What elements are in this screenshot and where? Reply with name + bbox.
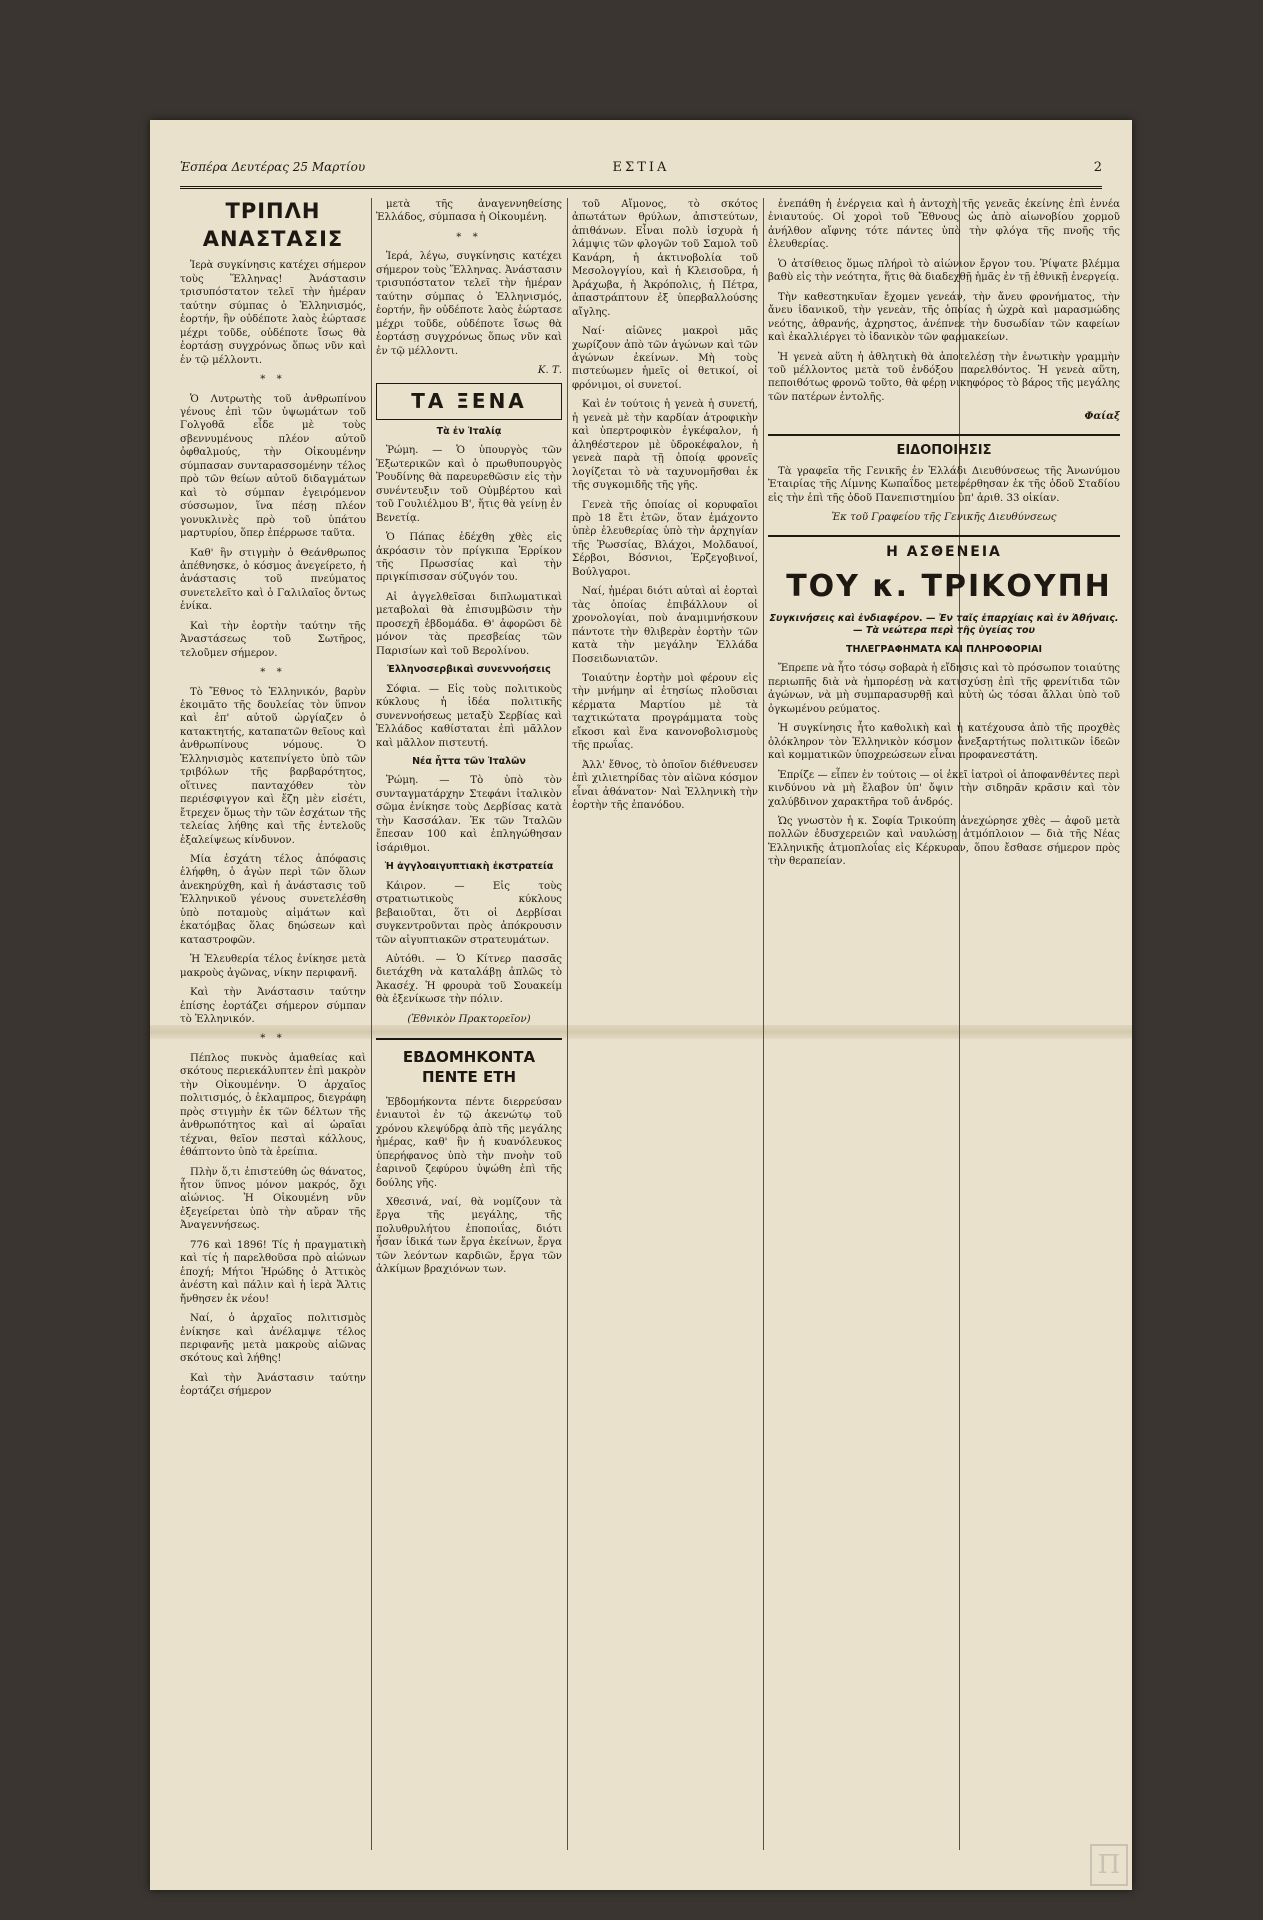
section-foreign-news: ΤΑ ΞΕΝΑ — [376, 383, 562, 419]
paragraph: Ναί· αἰῶνες μακροὶ μᾶς χωρίζουν ἀπὸ τῶν ἀγώνων καὶ τῶν ἀγώνων ἐκείνων. Μὴ τοὺς πιστεύωμεν ἡμεῖς οἱ θετικοί, οἱ φρόνιμοι, οἱ συνετοί. — [572, 326, 758, 391]
paragraph: Καθ' ἣν στιγμὴν ὁ Θεάνθρωπος ἀπέθνησκε, ὁ κόσμος ἀνεγείρετο, ἡ ἀνάστασις τοῦ πνεύματος συνετελεῖτο καὶ ὁ Γαλιλαῖος ὄντως ἐνίκα. — [180, 547, 366, 613]
paragraph: Τὴν καθεστηκυῖαν ἔχομεν γενεάν, τὴν ἄνευ φρονήματος, τὴν ἄνευ ἰδανικοῦ, τὴν γενεὰν, τῆς ὁποίας ἡ ὠχρὰ καὶ μαρασμώδης νεότης, ἀθρανής, ἀχρηστος, ἀνέπνεε τὴν δυσωδίαν τῶν καφείων καὶ ἐκαλλιέργει τὸ ἰδανικὸν τῶν φαρμακείων. — [768, 291, 1120, 344]
notice-title: ΕΙΔΟΠΟΙΗΣΙΣ — [896, 442, 992, 458]
column-1 — [180, 198, 366, 1860]
paragraph: Ῥώμη. — Τὸ ὑπὸ τὸν συνταγματάρχην Στεφάνι ἰταλικὸν σῶμα ἐνίκησε τοὺς Δερβίσας κατὰ τὴν Κασσάλαν. Ἐκ τῶν Ἰταλῶν ἔπεσαν 100 καὶ ἐπληγώθησαν ἰσάριθμοι. — [376, 775, 562, 854]
masthead — [180, 160, 1102, 184]
paragraph: Ὁ Λυτρωτὴς τοῦ ἀνθρωπίνου γένους ἐπὶ τῶν ὑψωμάτων τοῦ Γολγοθᾶ εἶδε μὲ τοὺς σβεννυμένους πλέον αὐτοῦ ὀφθαλμούς, τὴν Οἰκουμένην σύμπασαν συνταρασσομένην τέλος πρὸ τῶν θείων αὐτοῦ διδαγμάτων καὶ τὸ σύμπαν ἐγειρόμενον σύσσωμον, ἵνα πέσῃ πλέον γονυκλινὲς πρὸ τοῦ ὑπάτου μαρτυρίου, ὅπερ ἐπέρρωσε ταῦτα. — [180, 393, 366, 540]
paragraph: Μία ἐσχάτη τέλος ἀπόφασις ἐλήφθη, ὁ ἀγὼν περὶ τῶν ὅλων ἀνεκηρύχθη, καὶ ἡ ἀνάστασις τοῦ Ἑλληνικοῦ γένους συνετελέσθη ὑπὸ ποταμοὺς αἱμάτων καὶ ἑκατόμβας ὅλας δηώσεων καὶ καταστροφῶν. — [180, 854, 366, 946]
subheadline-telegrams: ΤΗΛΕΓΡΑΦΗΜΑΤΑ ΚΑΙ ΠΛΗΡΟΦΟΡΙΑΙ — [846, 643, 1042, 655]
paragraph: Χθεσινά, ναί, θὰ νομίζουν τὰ ἔργα τῆς μεγάλης, τῆς πολυθρυλήτου ἐποποιΐας, διότι ἦσαν ἰδικά των ἔργα ἐκείνων, ἔργα τῶν λεόντων καρδιῶν, ἔργα τῶν ἀλκίμων βραχιόνων των. — [376, 1197, 562, 1276]
notice-body: Τὰ γραφεῖα τῆς Γενικῆς ἐν Ἑλλάδι Διευθύνσεως τῆς Ἀνωνύμου Ἑταιρίας τῆς Λίμνης Κωπαΐδος μετεφέρθησαν ἐκ τῆς ὁδοῦ Σταδίου εἰς τὴν ἐπὶ τῆς ὁδοῦ Πανεπιστημίου ὑπ' ἀριθ. 33 οἰκίαν. — [768, 465, 1120, 504]
paragraph: Γενεὰ τῆς ὁποίας οἱ κορυφαῖοι πρὸ 18 ἔτι ἐτῶν, ὅταν ἐμάχοντο ὑπὲρ ἐλευθερίας ὑπὸ τὴν ἀρχηγίαν τῆς Ῥωσσίας, Βλάχοι, Μολδαυοί, Σέρβοι, Βόσνιοι, Ἐρζεγοβινοί, Βούλγαροι. — [572, 499, 758, 578]
signature: Φαίαξ — [1084, 410, 1120, 423]
paragraph: Καὶ τὴν ἑορτὴν ταύτην τῆς Ἀναστάσεως τοῦ Σωτῆρος, τελοῦμεν σήμερον. — [180, 620, 366, 659]
separator-stars: * * — [260, 1033, 286, 1045]
paragraph: μετὰ τῆς ἀναγεννηθείσης Ἑλλάδος, σύμπασα ἡ Οἰκουμένη. — [376, 199, 562, 224]
paragraph: Ἡ συγκίνησις ἦτο καθολικὴ καὶ ἡ κατέχουσα ἀπὸ τῆς προχθὲς ὁλόκληρον τὸν Ἑλληνικὸν κόσμον ἀνεξαρτήτως πολιτικῶν ἰδεῶν καὶ κομματικῶν ὑποχρεώσεων εἶναι προφανεστάτη. — [768, 723, 1120, 762]
paragraph: Ἑβδομήκοντα πέντε διερρεύσαν ἐνιαυτοὶ ἐν τῷ ἀκενώτῳ τοῦ χρόνου κλεψύδρᾳ ἀπὸ τῆς μεγάλης ἡμέρας, καθ' ἣν ἡ κυανόλευκος ὑπερήφανος ὑπὸ τὴν πνοὴν τοῦ ἐαρινοῦ ζεφύρου ὑψώθη ἐπὶ τῆς δούλης γῆς. — [376, 1096, 562, 1189]
paragraph: Ναί, ἡμέραι διότι αὐταὶ αἱ ἑορταὶ τὰς ὁποίας ἐπιβάλλουν οἱ χρονολογίαι, ποὺ ἀναμιμνήσκουν πάντοτε τὴν θλιβερὰν ἑορτὴν τῶν κατὰ τὴν μεγάλην Ἑλλάδα Ποσειδωνιατῶν. — [572, 586, 758, 665]
separator-stars: * * — [260, 667, 286, 679]
paragraph: Ὡς γνωστὸν ἡ κ. Σοφία Τρικούπη ἀνεχώρησε χθὲς — ἀφοῦ μετὰ πολλῶν ἐδυσχερειῶν καὶ ναυλώσῃ ἀτμόπλοιον — διὰ τῆς Νέας Ἑλληνικῆς ἀτμοπλοΐας εἰς Κέρκυραν, ὅπου ἔσθασε σήμερον πρὸς τὴν θεραπείαν. — [768, 815, 1120, 868]
column-3 — [572, 198, 758, 1860]
news-source: (Ἐθνικὸν Πρακτορεῖον) — [407, 1013, 531, 1025]
paragraph: Ὁ Πάπας ἐδέχθη χθὲς εἰς ἀκρόασιν τὸν πρίγκιπα Ἐρρίκον τῆς Πρωσσίας καὶ τὴν πριγκίπισσαν σύζυγόν του. — [376, 532, 562, 584]
paragraph: ἐνεπάθη ἡ ἐνέργεια καὶ ἡ ἀντοχὴ τῆς γενεᾶς ἐκείνης ἐπὶ ἑννέα ἐνιαυτούς. Οἱ χοροὶ τοῦ Ἔθνους ὡς ἀπὸ αἰωνοβίου χορμοῦ ἀνήλθον αἴφνης τότε πάντες ὑπὸ τὴν φλόγα τῆς πνοῆς τῆς ἐλευθερίας. — [768, 199, 1120, 251]
rule — [768, 434, 1120, 436]
subheading: Ἑλληνοσερβικαὶ συνεννοήσεις — [387, 664, 551, 676]
paragraph: Αἱ ἀγγελθεῖσαι διπλωματικαὶ μεταβολαὶ θὰ ἐπισυμβῶσιν τὴν προσεχῆ ἑβδομάδα. Θ' ἀφορῶσι δὲ μόνον τὰς πρεσβείας τῶν Παρισίων καὶ τοῦ Βερολίνου. — [376, 591, 562, 657]
paragraph: Καὶ τὴν Ἀνάστασιν ταύτην ἐπίσης ἑορτάζει σήμερον σύμπαν τὸ Ἑλληνικόν. — [180, 987, 366, 1025]
issue-date: Ἑσπέρα Δευτέρας 25 Μαρτίου — [180, 160, 366, 174]
paragraph: Ὁ ἀτσίθειος ὅμως πλήροὶ τὸ αἰώνιον ἔργον του. Ῥίψατε βλέμμα βαθὺ εἰς τὴν νεότητα, ἥτις θὰ διαδεχθῇ ἡμᾶς ἐν τῇ ἐθνικῇ ἐνεργείᾳ. — [768, 258, 1120, 284]
paragraph: Τοιαύτην ἑορτὴν μοὶ φέρουν εἰς τὴν μνήμην αἱ ἐτησίως πλοῦσιαι κέρματα Μαρτίου μὲ τὰ ταχτικώτατα προγράμματα τοὺς εἴκοσι καὶ ἕνα κανονοβολισμοὺς τῆς πρωΐας. — [572, 672, 758, 752]
subheading: Νέα ἧττα τῶν Ἰταλῶν — [412, 755, 526, 767]
paragraph: Ἡ γενεὰ αὕτη ἡ ἀθλητικὴ θὰ ἀποτελέσῃ τὴν ἐνωτικὴν γραμμὴν τοῦ μέλλοντος μετὰ τοῦ ἐνδόξου παρελθόντος. Ἡ γενεὰ αὕτη, πεποιθότως φρονῶ τοῦτο, θὰ φέρῃ νικηφόρος τὸ βάρος τῆς μεγάλης τῶν πατέρων ἐντολῆς. — [768, 351, 1120, 403]
separator-stars: * * — [456, 231, 482, 243]
subheading: Ἡ ἀγγλοαιγυπτιακὴ ἐκστρατεία — [384, 861, 554, 873]
signature: Κ. Τ. — [537, 364, 562, 376]
subheading: Τὰ ἐν Ἰταλίᾳ — [436, 425, 502, 437]
paragraph: Ἀλλ' ἔθνος, τὸ ὁποῖον διέθνευσεν ἐπὶ χιλιετηρίδας τὸν αἰῶνα κόσμον εἶναι ἀθάνατον· Ναὶ Ἑλληνικὴ τὴν ἑορτὴν τῆς ἐπανόδου. — [572, 759, 758, 812]
paragraph: Κάιρον. — Εἰς τοὺς στρατιωτικοὺς κύκλους βεβαιοῦται, ὅτι οἱ Δερβίσαι συγκεντροῦνται πρὸς ἀπόκρουσιν τῶν αἰγυπτιακῶν στρατευμάτων. — [376, 880, 562, 946]
column-divider — [763, 198, 764, 1850]
newspaper-page — [150, 120, 1132, 1890]
paragraph: Πλὴν ὅ,τι ἐπιστεύθη ὡς θάνατος, ἦτον ὕπνος μόνον μακρός, ὄχι αἰώνιος. Ἡ Οἰκουμένη νῦν ἐξεγείρεται ὑπὸ τὴν αὔραν τῆς Ἀναγεννήσεως. — [180, 1166, 366, 1232]
paragraph: Πέπλος πυκνὸς ἀμαθείας καὶ σκότους περιεκάλυπτεν ἐπὶ μακρὸν τὴν Οἰκουμένην. Ὁ ἀρχαῖος πολιτισμός, ὁ ἐκλαμπρος, διεγράφη πρὸς στιγμὴν ἐκ τῶν δέλτων τῆς ἀνθρωπότητος καὶ αἱ ὡραῖαι τέχναι, θεῖον πεσταὶ κάλλους, ἐθάπτοντο ὑπὸ τὰ ἐρείπια. — [180, 1052, 366, 1159]
paragraph: Ἔπρεπε νὰ ἦτο τόσῳ σοβαρὰ ἡ εἴδησις καὶ τὸ πρόσωπον τοιαύτης περιωπῆς διὰ νὰ ἠμπορέσῃ νὰ κατισχύσῃ ἐπὶ τῆς φρενίτιδα τῶν ἀγώνων, νὰ μὴ συμπαρασυρθῇ καὶ αὐτὴ ὡς τόσαι ἄλλαι ὑπὸ τοῦ ὀγκωμένου ρεύματος. — [768, 663, 1120, 715]
paragraph: Ναί, ὁ ἀρχαῖος πολιτισμὸς ἐνίκησε καὶ ἀνέλαμψε τέλος περιφανῆς μετὰ μακροὺς αἰῶνας σκότους καὶ λήθης! — [180, 1313, 366, 1365]
paragraph: Ἱερὰ συγκίνησις κατέχει σήμερον τοὺς Ἕλληνας! Ἀνάστασιν τρισυπόστατον τελεῖ τὴν ἡμέραν ταύτην σύμπας ὁ Ἑλληνισμός, ἑορτήν, ἣν οὐδέποτε λαὸς ἑώρτασε μέχρι τοῦδε, οὐδέποτε ἴσως θὰ ἑορτάσῃ συγχρόνως ὅπως νῦν καὶ ἐν τῷ μέλλοντι. — [180, 260, 366, 366]
paragraph: Ἡ Ἐλευθερία τέλος ἐνίκησε μετὰ μακροὺς ἀγῶνας, νίκην περιφανῆ. — [180, 954, 366, 979]
paragraph: Αὐτόθι. — Ὁ Κίτνερ πασσᾶς διετάχθη νὰ καταλάβῃ ἀπλῶς τὸ Ἀκασέχ. Ἡ φρουρὰ τοῦ Σουακείμ θὰ ἐξενίκωσε τὴν πόλιν. — [376, 954, 562, 1006]
headline-seventy-five-years: ΕΒΔΟΜΗΚΟΝΤΑ ΠΕΝΤΕ ΕΤΗ — [376, 1038, 562, 1088]
page-number: 2 — [1093, 160, 1102, 175]
illness-kicker: Η ΑΣΘΕΝΕΙΑ — [886, 543, 1002, 560]
headline-trikoupis-illness: ΤΟΥ κ. ΤΡΙΚΟΥΠΗ — [786, 569, 1112, 605]
rule — [768, 535, 1120, 537]
library-stamp-icon: Π — [1090, 1844, 1128, 1886]
paragraph: Καὶ τὴν Ἀνάστασιν ταύτην ἑορτάζει σήμερον — [180, 1372, 366, 1398]
paragraph: Ἱερά, λέγω, συγκίνησις κατέχει σήμερον τοὺς Ἕλληνας. Ἀνάστασιν τρισυπόστατον τελεῖ τὴν ἡμέραν ταύτην σύμπας ὁ Ἑλληνισμός, ἑορτήν, ἣν οὐδέποτε λαὸς ἑώρτασε μέχρι τοῦδε, οὐδέποτε ἴσως θὰ ἑορτάσῃ συγχρόνως ὅπως νῦν καὶ ἐν τῷ μέλλοντι. — [376, 251, 562, 357]
headline-triple-resurrection: ΤΡΙΠΛΗ ΑΝΑΣΤΑΣΙΣ — [202, 199, 344, 251]
subheadline: Συγκινήσεις καὶ ἐνδιαφέρον. — Ἐν ταῖς ἐπαρχίαις καὶ ἐν Ἀθήναις. — Τὰ νεώτερα περὶ τῆς ὑγείας του — [769, 612, 1119, 637]
notice-signature: Ἐκ τοῦ Γραφείου τῆς Γενικῆς Διευθύνσεως — [831, 512, 1057, 524]
column-2 — [376, 198, 562, 1860]
paragraph: Ἐπρίζε — εἶπεν ἐν τούτοις — οἱ ἐκεῖ ἰατροὶ οἱ ἀποφανθέντες περὶ κινδύνου νὰ μὴ ἔλαβον ὑπ' ὄψιν τὴν σιδηρᾶν κρᾶσιν καὶ τὸν χαλύβδινον χαρακτῆρα τοῦ ἀνδρός. — [768, 769, 1120, 808]
separator-stars: * * — [260, 374, 286, 386]
column-divider — [371, 198, 372, 1850]
paragraph: Ῥώμη. — Ὁ ὑπουργὸς τῶν Ἐξωτερικῶν καὶ ὁ πρωθυπουργὸς Ῥουδίνης θὰ παρευρεθῶσιν εἰς τὴν συνέντευξιν τοῦ Οὐμβέρτου καὶ τοῦ Γουλιέλμου Β', ἥτις θὰ γείνῃ ἐν Βενετίᾳ. — [376, 445, 562, 524]
newspaper-name: ΕΣΤΙΑ — [612, 160, 670, 175]
column-4 — [768, 198, 1120, 1860]
masthead-rule — [180, 186, 1102, 189]
paragraph: Καὶ ἐν τούτοις ἡ γενεὰ ἡ συνετή, ἡ γενεὰ μὲ τὴν καρδίαν ἀτροφικὴν καὶ ὑπερτροφικὸν ἐγκέφαλον, ἡ ἀληθέστερον μὲ ὑδροκέφαλον, ἡ γενεὰ παρὰ τῇ ὁποίᾳ φρονεῖς λογίζεται τὸ νὰ ταχυνομῆσθαι ἐκ τῆς συγκομιδῆς τῆς γῆς. — [572, 399, 758, 492]
paragraph: τοῦ Αἴμονος, τὸ σκότος ἀπωτάτων θρύλων, ἀπιστεύτων, ἀπιθάνων. Εἶναι πολὺ ἰσχυρὰ ἡ λάμψις τῶν φλογῶν τοῦ Σαμολ τοῦ Κανάρη, ἡ ἀκτινοβολία τοῦ Μεσολογγίου, καὶ ἡ Κλεισοῦρα, ἡ Ἀράχωβα, ἡ Ἀκρόπολις, ἡ Πέτρα, ἀπαστράπτουν ἐξ ὑπερβαλλούσης αἴγλης. — [572, 199, 758, 318]
paragraph: 776 καὶ 1896! Τίς ἡ πραγματικὴ καὶ τίς ἡ παρελθοῦσα πρὸ αἰώνων ἐποχή; Μήτοι Ἡρώδης ὁ Ἀττικὸς ἀνέστη καὶ πάλιν καὶ ἡ ἱερὰ Ἄλτις ἤνθησεν ἐκ νέου! — [180, 1239, 366, 1305]
paragraph: Σόφια. — Εἰς τοὺς πολιτικοὺς κύκλους ἡ ἰδέα πολιτικῆς συνεννοήσεως μεταξὺ Σερβίας καὶ Ἑλλάδος καθίσταται ἐπὶ μᾶλλον καὶ μᾶλλον πιστευτή. — [376, 683, 562, 749]
paragraph: Τὸ Ἔθνος τὸ Ἑλληνικόν, βαρὺν ἐκοιμᾶτο τῆς δουλείας τὸν ὕπνον καὶ ἐπ' αὐτοῦ ὠργίαζεν ὁ κατακτητής, καταπατῶν θεῖους καὶ ἀνθρωπίνους νόμους. Ὁ Ἑλληνισμὸς κατεπνίγετο ὑπὸ τῶν τριβόλων τῆς βαρβαρότητος, οἵτινες πανταχόθεν τὸν περιέσφιγγον καὶ ἔζη μὲν εἰσέτι, ἔτρεχεν ὅμως τὴν τῶν ἐσχάτων τῆς τελείας λήθης καὶ τῆς ἐντελοῦς ἐξαλείψεως κίνδυνον. — [180, 686, 366, 846]
column-divider — [567, 198, 568, 1850]
